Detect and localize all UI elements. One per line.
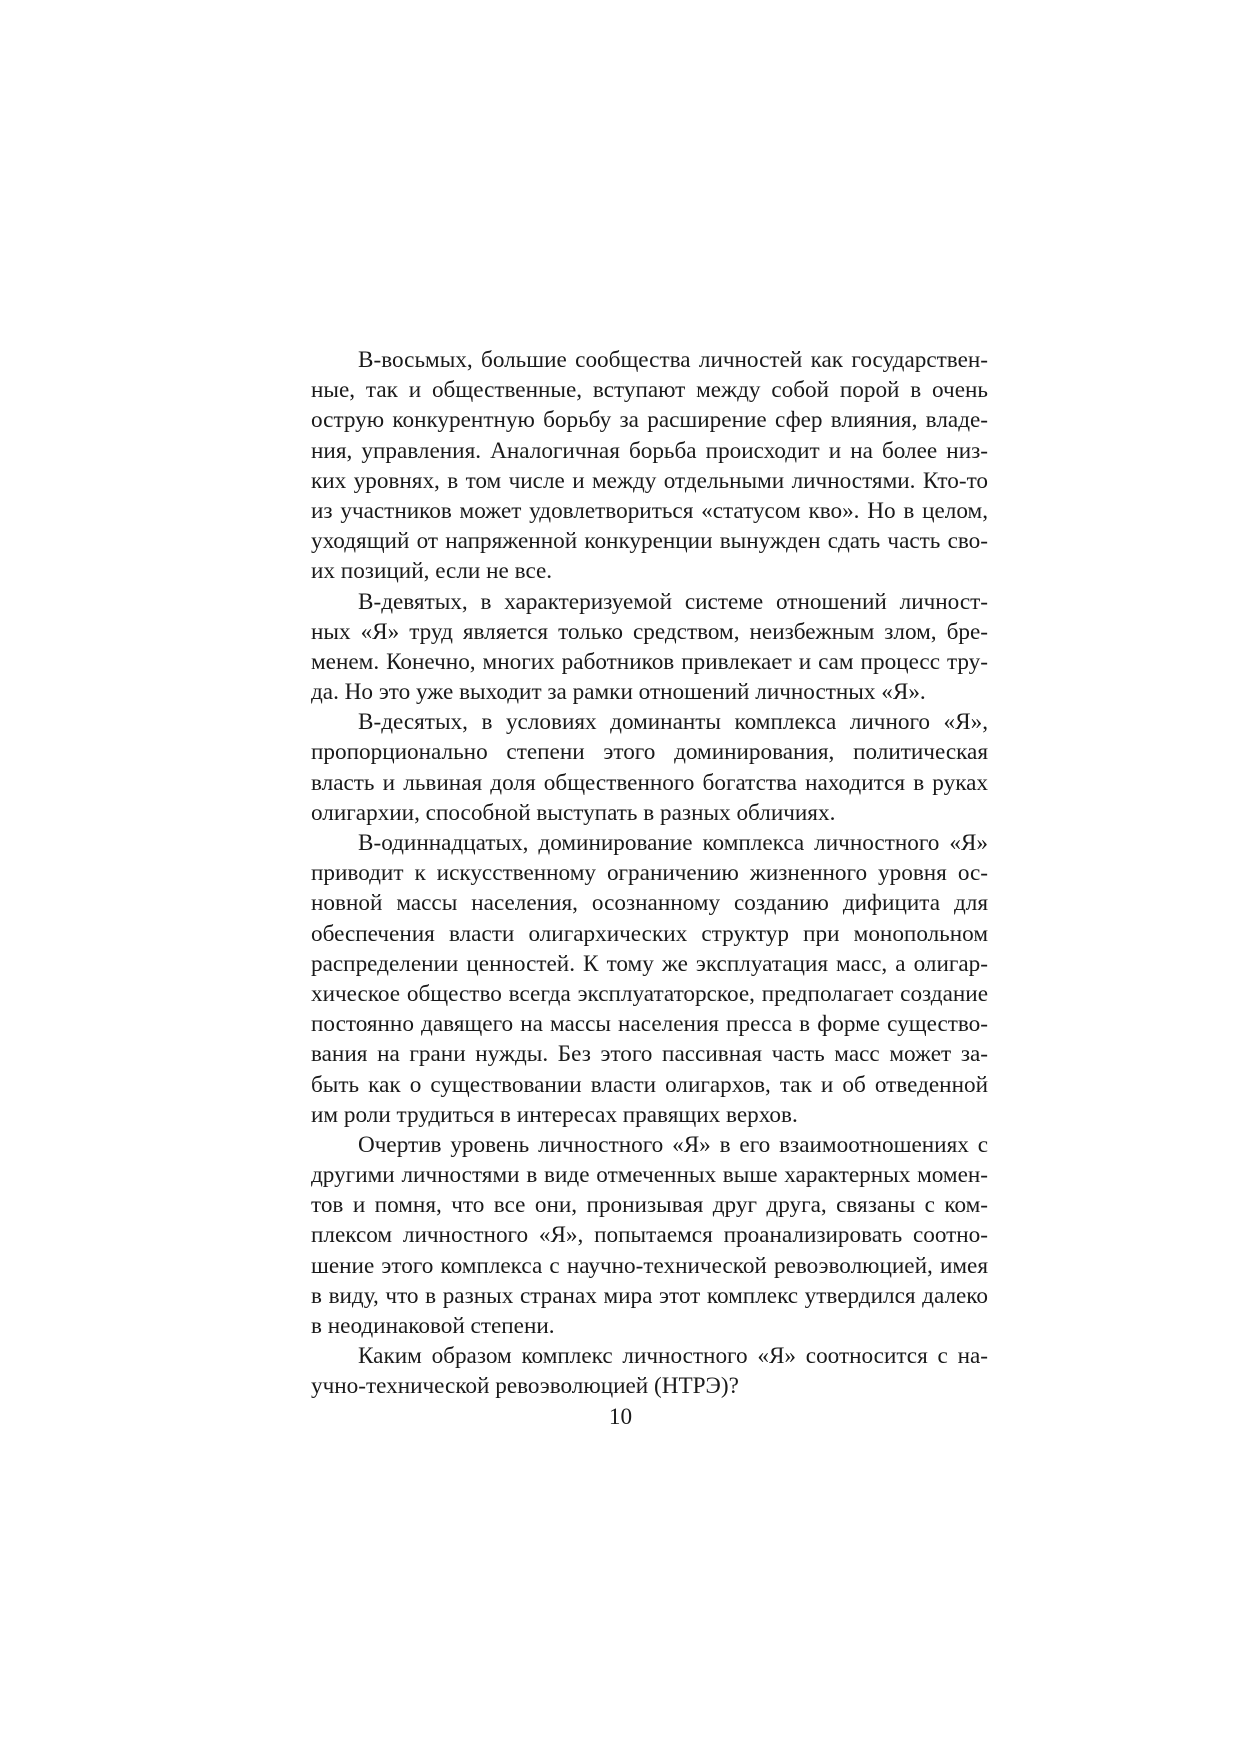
text-line: тов и помня, что все они, пронизывая друг друга, связаны с ком- (311, 1192, 988, 1219)
text-line: новной массы населения, осознанному созданию дифицита для (311, 890, 988, 917)
text-line: плексом личностного «Я», попытаемся проанализировать соотно- (311, 1222, 988, 1249)
text-line: другими личностями в виде отмеченных выше характерных момен- (311, 1162, 988, 1189)
text-line: из участников может удовлетвориться «статусом кво». Но в целом, (311, 497, 988, 524)
body-text (311, 345, 988, 1402)
paragraph (311, 587, 988, 708)
paragraph (311, 828, 988, 1130)
text-line: их позиций, если не все. (311, 558, 553, 585)
text-line: уходящий от напряженной конкуренции вынужден сдать часть сво- (311, 528, 988, 555)
text-line: менем. Конечно, многих работников привлекает и сам процесс тру- (311, 648, 988, 675)
text-line: ких уровнях, в том числе и между отдельными личностями. Кто-то (311, 467, 988, 494)
text-line: хическое общество всегда эксплуататорское, предполагает создание (311, 980, 988, 1007)
text-line: ния, управления. Аналогичная борьба происходит и на более низ- (311, 437, 988, 464)
text-line: постоянно давящего на массы населения пресса в форме существо- (311, 1011, 988, 1038)
text-line: ных «Я» труд является только средством, неизбежным злом, бре- (311, 618, 988, 645)
text-line: В-десятых, в условиях доминанты комплекса личного «Я», (358, 709, 988, 736)
paragraph (311, 1341, 988, 1401)
text-line: обеспечения власти олигархических структур при монопольном (311, 920, 988, 947)
text-line: приводит к искусственному ограничению жизненного уровня ос- (311, 860, 988, 887)
text-line: Очертив уровень личностного «Я» в его взаимоотношениях с (358, 1131, 988, 1158)
text-line: в виду, что в разных странах мира этот комплекс утвердился далеко (311, 1282, 988, 1309)
text-line: Каким образом комплекс личностного «Я» соотносится с на- (358, 1343, 988, 1370)
text-line: да. Но это уже выходит за рамки отношений личностных «Я». (311, 679, 926, 706)
text-line: учно-технической ревоэволюцией (НТРЭ)? (311, 1373, 739, 1400)
text-line: им роли трудиться в интересах правящих верхов. (311, 1101, 798, 1128)
text-line: распределении ценностей. К тому же эксплуатация масс, а олигар- (311, 950, 988, 977)
text-line: ные, так и общественные, вступают между собой порой в очень (311, 377, 988, 404)
text-line: в неодинаковой степени. (311, 1313, 555, 1339)
text-line: острую конкурентную борьбу за расширение сфер влияния, владе- (311, 407, 988, 434)
text-line: В-одиннадцатых, доминирование комплекса личностного «Я» (358, 830, 988, 856)
text-line: власть и львиная доля общественного богатства находится в руках (311, 769, 988, 796)
page-number: 10 (608, 1404, 633, 1430)
text-line: В-восьмых, большие сообщества личностей как государствен- (358, 347, 988, 373)
text-line: пропорционально степени этого доминирования, политическая (311, 739, 988, 766)
paragraph (311, 345, 988, 587)
paragraph (311, 707, 988, 828)
text-line: В-девятых, в характеризуемой системе отношений личност- (358, 588, 988, 615)
text-line: шение этого комплекса с научно-технической ревоэволюцией, имея (311, 1252, 988, 1279)
text-line: олигархии, способной выступать в разных обличиях. (311, 799, 836, 826)
text-line: быть как о существовании власти олигархов, так и об отведенной (311, 1071, 988, 1098)
paragraph (311, 1130, 988, 1341)
text-line: вания на грани нужды. Без этого пассивная часть масс может за- (311, 1041, 988, 1068)
